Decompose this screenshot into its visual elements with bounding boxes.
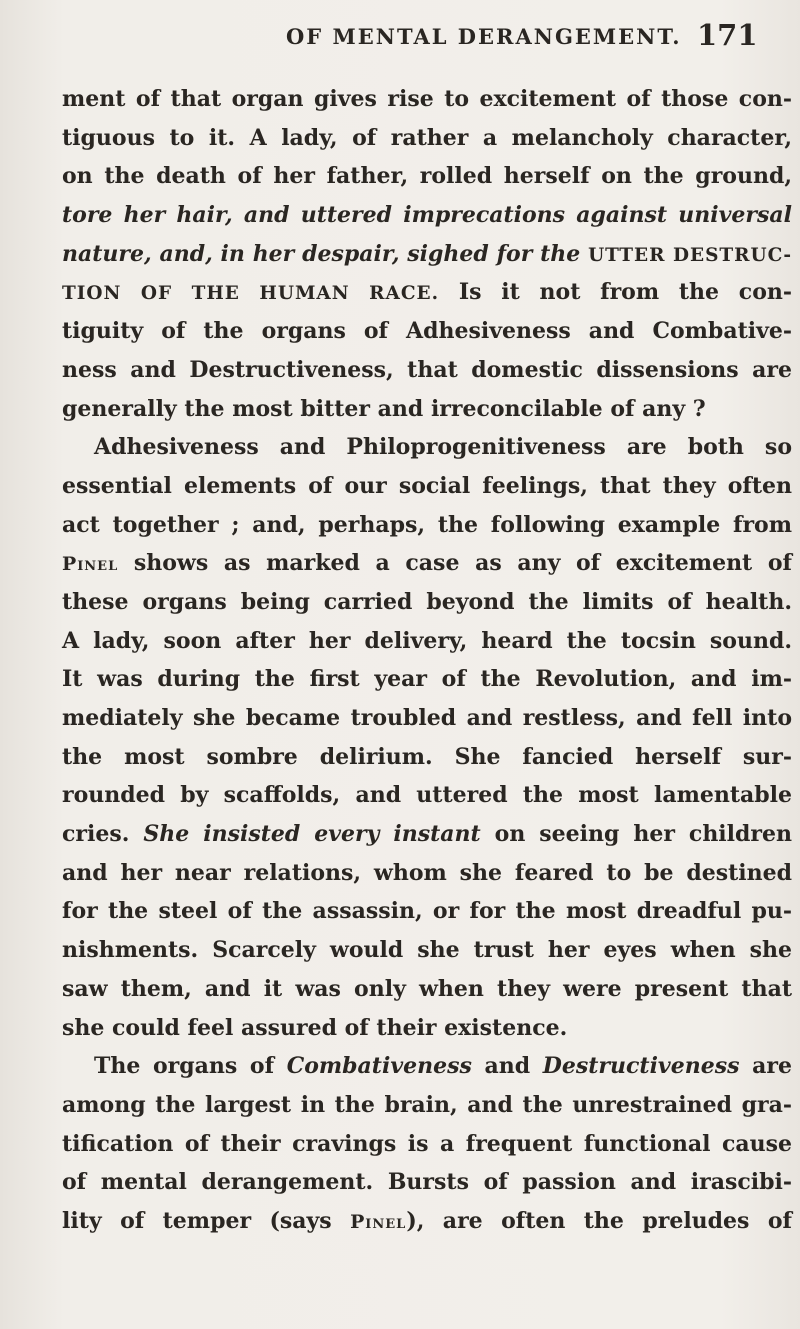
body-text: [62, 80, 792, 1241]
text-fragment: lity of temper (says: [62, 1207, 332, 1234]
italic-phrase: nature, and, in her despair, sighed for the: [62, 240, 581, 267]
text-line: ness and Destructiveness, that domestic dissensions are: [62, 356, 792, 383]
text-line: on the death of her father, rolled herself on the ground,: [62, 163, 792, 190]
text-fragment: and: [484, 1053, 531, 1080]
caps-phrase: UTTER DESTRUC-: [588, 244, 792, 266]
page-number: 171: [697, 18, 758, 52]
text-line: tification of their cravings is a frequent functional cause: [62, 1130, 792, 1157]
text-line: tiguous to it. A lady, of rather a melancholy character,: [62, 124, 792, 151]
text-line: It was during the first year of the Revolution, and im-: [62, 666, 792, 693]
text-line: of mental derangement. Bursts of passion and irascibi-: [62, 1169, 792, 1196]
text-line: Adhesiveness and Philoprogenitiveness are both so: [94, 434, 792, 461]
text-fragment: are: [752, 1053, 792, 1080]
text-line: A lady, soon after her delivery, heard the tocsin sound.: [62, 627, 792, 654]
text-line: for the steel of the assassin, or for the most dreadful pu-: [62, 898, 792, 925]
text-line: she could feel assured of their existence.: [62, 1014, 568, 1041]
italic-phrase: Combativeness: [286, 1053, 472, 1080]
text-line: these organs being carried beyond the limits of health.: [62, 588, 792, 615]
text-line: ment of that organ gives rise to excitement of those con-: [62, 86, 792, 112]
text-line: and her near relations, whom she feared to be destined: [62, 859, 792, 886]
text-fragment: shows as marked a case as any of excitement of: [133, 550, 792, 577]
text-fragment: Is it not from the con-: [458, 279, 792, 306]
caps-phrase: TION OF THE HUMAN RACE.: [62, 283, 440, 305]
text-line: the most sombre delirium. She fancied herself sur-: [62, 743, 792, 770]
text-line: mediately she became troubled and restless, and fell into: [62, 705, 792, 731]
italic-phrase: Destructiveness: [542, 1053, 740, 1080]
text-line: [62, 273, 792, 312]
text-line: among the largest in the brain, and the unrestrained gra-: [62, 1091, 792, 1118]
text-line: [62, 815, 792, 854]
text-fragment: The organs of: [94, 1053, 275, 1080]
text-line: [62, 235, 792, 274]
text-line: tore her hair, and uttered imprecations against universal: [62, 202, 792, 229]
author-name: Pinel: [350, 1210, 407, 1233]
text-fragment: on seeing her children: [494, 821, 792, 848]
text-line: nishments. Scarcely would she trust her eyes when she: [62, 937, 792, 964]
text-line: [62, 1047, 792, 1086]
running-head: OF MENTAL DERANGEMENT.: [286, 24, 682, 49]
text-line: rounded by scaffolds, and uttered the most lamentable: [62, 782, 792, 809]
text-fragment: ), are often the preludes of: [406, 1207, 792, 1234]
page-header: [0, 18, 800, 58]
text-line: act together ; and, perhaps, the following example from: [62, 511, 792, 538]
text-line: generally the most bitter and irreconcilable of any ?: [62, 395, 706, 422]
text-line: saw them, and it was only when they were present that: [62, 975, 792, 1002]
text-fragment: cries.: [62, 821, 130, 848]
text-line: [62, 1202, 792, 1241]
text-line: tiguity of the organs of Adhesiveness and Combative-: [62, 318, 792, 345]
text-line: essential elements of our social feelings, that they often: [62, 472, 792, 499]
text-line: [62, 544, 792, 583]
italic-phrase: She insisted every instant: [143, 821, 481, 848]
author-name: Pinel: [62, 553, 119, 576]
